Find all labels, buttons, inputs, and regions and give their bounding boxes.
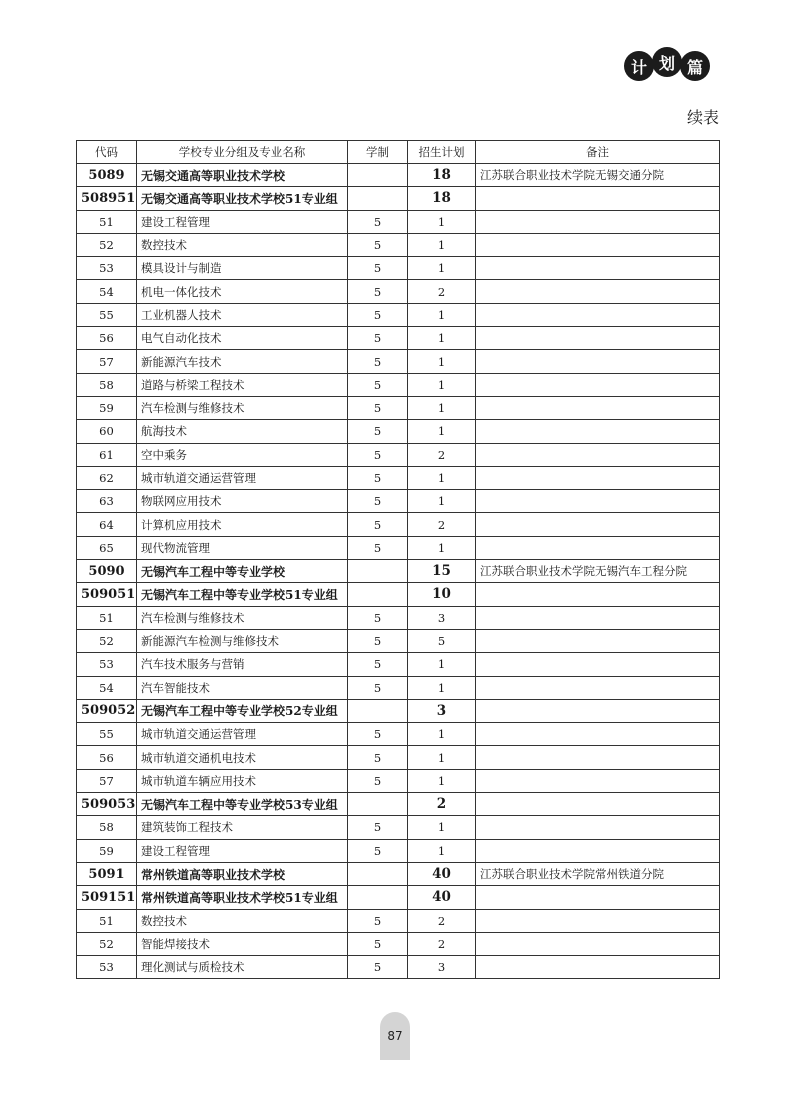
cell-years: 5 — [348, 676, 408, 699]
cell-name: 汽车检测与维修技术 — [137, 396, 348, 419]
cell-name: 道路与桥梁工程技术 — [137, 373, 348, 396]
cell-years: 5 — [348, 396, 408, 419]
major-row — [77, 420, 720, 443]
cell-note — [476, 932, 720, 955]
cell-plan: 2 — [408, 909, 476, 932]
cell-years: 5 — [348, 280, 408, 303]
cell-name: 电气自动化技术 — [137, 327, 348, 350]
column-header-years: 学制 — [348, 141, 408, 164]
cell-code: 54 — [77, 280, 137, 303]
cell-years: 5 — [348, 443, 408, 466]
cell-plan: 1 — [408, 769, 476, 792]
group-row — [77, 583, 720, 606]
major-row — [77, 350, 720, 373]
cell-code: 53 — [77, 956, 137, 979]
group-row — [77, 560, 720, 583]
cell-years: 5 — [348, 327, 408, 350]
cell-plan: 1 — [408, 839, 476, 862]
cell-code: 53 — [77, 257, 137, 280]
cell-years: 5 — [348, 769, 408, 792]
cell-name: 常州铁道高等职业技术学校 — [137, 862, 348, 885]
cell-plan: 1 — [408, 723, 476, 746]
cell-code: 5090 — [77, 560, 137, 583]
major-row — [77, 839, 720, 862]
cell-plan: 1 — [408, 536, 476, 559]
cell-years: 5 — [348, 629, 408, 652]
cell-code: 56 — [77, 327, 137, 350]
cell-plan: 40 — [408, 886, 476, 909]
cell-note — [476, 769, 720, 792]
major-row — [77, 373, 720, 396]
cell-plan: 15 — [408, 560, 476, 583]
cell-note: 江苏联合职业技术学院无锡汽车工程分院 — [476, 560, 720, 583]
column-header-note: 备注 — [476, 141, 720, 164]
cell-name: 计算机应用技术 — [137, 513, 348, 536]
cell-note — [476, 676, 720, 699]
cell-code: 5089 — [77, 164, 137, 187]
continued-label: 续表 — [686, 108, 719, 127]
cell-code: 60 — [77, 420, 137, 443]
cell-name: 城市轨道车辆应用技术 — [137, 769, 348, 792]
cell-years — [348, 886, 408, 909]
cell-note — [476, 327, 720, 350]
cell-name: 建筑装饰工程技术 — [137, 816, 348, 839]
cell-name: 汽车技术服务与营销 — [137, 653, 348, 676]
cell-plan: 18 — [408, 164, 476, 187]
cell-years: 5 — [348, 490, 408, 513]
cell-years: 5 — [348, 606, 408, 629]
cell-code: 54 — [77, 676, 137, 699]
cell-plan: 2 — [408, 932, 476, 955]
cell-years — [348, 793, 408, 816]
cell-code: 63 — [77, 490, 137, 513]
cell-plan: 1 — [408, 746, 476, 769]
cell-name: 模具设计与制造 — [137, 257, 348, 280]
group-row — [77, 793, 720, 816]
major-row — [77, 653, 720, 676]
cell-plan: 1 — [408, 327, 476, 350]
cell-plan: 1 — [408, 303, 476, 326]
cell-plan: 1 — [408, 350, 476, 373]
cell-plan: 2 — [408, 280, 476, 303]
cell-plan: 2 — [408, 513, 476, 536]
major-row — [77, 327, 720, 350]
cell-years: 5 — [348, 233, 408, 256]
cell-code: 55 — [77, 303, 137, 326]
cell-code: 55 — [77, 723, 137, 746]
cell-note — [476, 606, 720, 629]
cell-years — [348, 164, 408, 187]
major-row — [77, 513, 720, 536]
cell-plan: 3 — [408, 956, 476, 979]
major-row — [77, 490, 720, 513]
cell-years — [348, 699, 408, 722]
cell-code: 508951 — [77, 187, 137, 210]
cell-note — [476, 583, 720, 606]
cell-years: 5 — [348, 210, 408, 233]
cell-plan: 1 — [408, 373, 476, 396]
cell-code: 56 — [77, 746, 137, 769]
major-row — [77, 816, 720, 839]
cell-name: 建设工程管理 — [137, 210, 348, 233]
cell-note — [476, 210, 720, 233]
group-row — [77, 862, 720, 885]
cell-code: 58 — [77, 816, 137, 839]
cell-note: 江苏联合职业技术学院常州铁道分院 — [476, 862, 720, 885]
cell-note — [476, 793, 720, 816]
cell-code: 64 — [77, 513, 137, 536]
cell-name: 无锡汽车工程中等专业学校51专业组 — [137, 583, 348, 606]
major-row — [77, 257, 720, 280]
cell-years: 5 — [348, 839, 408, 862]
cell-note — [476, 816, 720, 839]
group-row — [77, 886, 720, 909]
cell-plan: 1 — [408, 396, 476, 419]
cell-years: 5 — [348, 746, 408, 769]
cell-note — [476, 466, 720, 489]
major-row — [77, 396, 720, 419]
cell-code: 59 — [77, 396, 137, 419]
major-row — [77, 303, 720, 326]
cell-years: 5 — [348, 653, 408, 676]
cell-years: 5 — [348, 723, 408, 746]
cell-plan: 1 — [408, 490, 476, 513]
cell-years: 5 — [348, 350, 408, 373]
cell-note — [476, 746, 720, 769]
cell-plan: 10 — [408, 583, 476, 606]
cell-years — [348, 583, 408, 606]
cell-code: 509053 — [77, 793, 137, 816]
cell-years: 5 — [348, 466, 408, 489]
cell-plan: 18 — [408, 187, 476, 210]
cell-code: 52 — [77, 932, 137, 955]
cell-name: 无锡汽车工程中等专业学校53专业组 — [137, 793, 348, 816]
column-header-code: 代码 — [77, 141, 137, 164]
cell-code: 57 — [77, 350, 137, 373]
cell-code: 509151 — [77, 886, 137, 909]
major-row — [77, 723, 720, 746]
cell-code: 53 — [77, 653, 137, 676]
cell-note — [476, 303, 720, 326]
cell-note — [476, 629, 720, 652]
major-row — [77, 629, 720, 652]
cell-name: 城市轨道交通运营管理 — [137, 723, 348, 746]
cell-note — [476, 513, 720, 536]
cell-plan: 3 — [408, 606, 476, 629]
cell-note — [476, 699, 720, 722]
major-row — [77, 443, 720, 466]
major-row — [77, 909, 720, 932]
cell-name: 现代物流管理 — [137, 536, 348, 559]
cell-code: 52 — [77, 233, 137, 256]
major-row — [77, 233, 720, 256]
cell-code: 51 — [77, 210, 137, 233]
cell-name: 建设工程管理 — [137, 839, 348, 862]
column-header-plan: 招生计划 — [408, 141, 476, 164]
enrollment-plan-table — [76, 140, 720, 979]
cell-name: 空中乘务 — [137, 443, 348, 466]
cell-years: 5 — [348, 257, 408, 280]
cell-code: 509051 — [77, 583, 137, 606]
cell-plan: 2 — [408, 443, 476, 466]
cell-years — [348, 862, 408, 885]
cell-years: 5 — [348, 513, 408, 536]
cell-years: 5 — [348, 816, 408, 839]
cell-code: 51 — [77, 606, 137, 629]
cell-name: 新能源汽车技术 — [137, 350, 348, 373]
group-row — [77, 699, 720, 722]
page-number: 87 — [380, 1012, 410, 1060]
cell-note — [476, 187, 720, 210]
cell-years — [348, 560, 408, 583]
column-header-name: 学校专业分组及专业名称 — [137, 141, 348, 164]
cell-years: 5 — [348, 932, 408, 955]
cell-years: 5 — [348, 956, 408, 979]
cell-code: 58 — [77, 373, 137, 396]
badge-char: 计 — [624, 51, 654, 81]
cell-name: 物联网应用技术 — [137, 490, 348, 513]
cell-code: 5091 — [77, 862, 137, 885]
major-row — [77, 932, 720, 955]
group-row — [77, 164, 720, 187]
cell-plan: 1 — [408, 676, 476, 699]
major-row — [77, 606, 720, 629]
major-row — [77, 536, 720, 559]
cell-name: 工业机器人技术 — [137, 303, 348, 326]
cell-name: 常州铁道高等职业技术学校51专业组 — [137, 886, 348, 909]
table-header-row — [77, 141, 720, 164]
cell-code: 59 — [77, 839, 137, 862]
cell-name: 无锡汽车工程中等专业学校52专业组 — [137, 699, 348, 722]
cell-name: 无锡交通高等职业技术学校 — [137, 164, 348, 187]
cell-note — [476, 443, 720, 466]
major-row — [77, 746, 720, 769]
cell-note — [476, 490, 720, 513]
major-row — [77, 769, 720, 792]
cell-plan: 1 — [408, 210, 476, 233]
cell-note — [476, 373, 720, 396]
cell-name: 数控技术 — [137, 233, 348, 256]
major-row — [77, 210, 720, 233]
cell-plan: 5 — [408, 629, 476, 652]
cell-plan: 2 — [408, 793, 476, 816]
cell-note — [476, 723, 720, 746]
cell-code: 52 — [77, 629, 137, 652]
cell-name: 无锡汽车工程中等专业学校 — [137, 560, 348, 583]
cell-note — [476, 233, 720, 256]
cell-name: 城市轨道交通机电技术 — [137, 746, 348, 769]
cell-note — [476, 280, 720, 303]
cell-note — [476, 257, 720, 280]
major-row — [77, 280, 720, 303]
cell-name: 智能焊接技术 — [137, 932, 348, 955]
cell-code: 509052 — [77, 699, 137, 722]
cell-name: 机电一体化技术 — [137, 280, 348, 303]
cell-years — [348, 187, 408, 210]
cell-years: 5 — [348, 909, 408, 932]
section-badge — [624, 45, 710, 83]
cell-code: 61 — [77, 443, 137, 466]
cell-plan: 3 — [408, 699, 476, 722]
cell-years: 5 — [348, 420, 408, 443]
badge-char: 划 — [652, 47, 682, 77]
cell-plan: 1 — [408, 257, 476, 280]
cell-plan: 1 — [408, 420, 476, 443]
cell-plan: 40 — [408, 862, 476, 885]
cell-name: 无锡交通高等职业技术学校51专业组 — [137, 187, 348, 210]
cell-plan: 1 — [408, 466, 476, 489]
major-row — [77, 466, 720, 489]
cell-name: 城市轨道交通运营管理 — [137, 466, 348, 489]
cell-name: 新能源汽车检测与维修技术 — [137, 629, 348, 652]
badge-char: 篇 — [680, 51, 710, 81]
cell-note — [476, 350, 720, 373]
cell-note — [476, 886, 720, 909]
cell-code: 62 — [77, 466, 137, 489]
major-row — [77, 676, 720, 699]
cell-years: 5 — [348, 303, 408, 326]
cell-years: 5 — [348, 373, 408, 396]
cell-name: 理化测试与质检技术 — [137, 956, 348, 979]
group-row — [77, 187, 720, 210]
cell-plan: 1 — [408, 233, 476, 256]
cell-years: 5 — [348, 536, 408, 559]
cell-plan: 1 — [408, 653, 476, 676]
cell-note — [476, 420, 720, 443]
cell-name: 航海技术 — [137, 420, 348, 443]
cell-note — [476, 536, 720, 559]
major-row — [77, 956, 720, 979]
cell-code: 57 — [77, 769, 137, 792]
cell-note: 江苏联合职业技术学院无锡交通分院 — [476, 164, 720, 187]
cell-name: 数控技术 — [137, 909, 348, 932]
cell-code: 51 — [77, 909, 137, 932]
cell-note — [476, 396, 720, 419]
table-body — [77, 164, 720, 979]
cell-name: 汽车智能技术 — [137, 676, 348, 699]
cell-note — [476, 909, 720, 932]
cell-note — [476, 653, 720, 676]
cell-note — [476, 956, 720, 979]
cell-code: 65 — [77, 536, 137, 559]
cell-note — [476, 839, 720, 862]
cell-plan: 1 — [408, 816, 476, 839]
cell-name: 汽车检测与维修技术 — [137, 606, 348, 629]
